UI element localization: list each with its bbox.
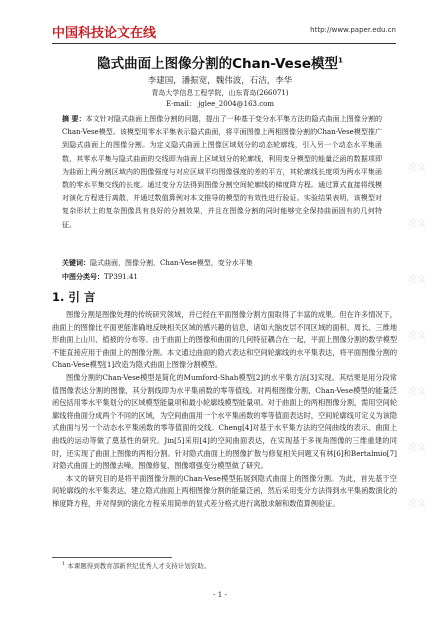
watermark-text: 论文 <box>407 163 426 173</box>
watermark-text: 论文 <box>407 443 426 453</box>
body-paragraph: 图像分割的Chan-Vese模型是简化的Mumford-Shah模型[2]的水平集方法[3]实现。其结果是用分段常值图像表达分割的图像，其分割线即为水平集函数的零等值线。对两相图像分割，Chan-Vese模型的能量泛函包括用零水平集划分的区域模型能量项和最小轮廓线模型能量项。对于曲面上的两相图像分割，需用空间轮廓线将曲面分成两个不同的区域，为空间曲面用一个水平集函数的零等值面表达时，空间轮廓线可定义为该隐式曲面与另一个动态水平集函数的零等值面的交线。Cheng[4]对基于水平集方法的空间曲线的表示、曲面上曲线的运动等做了奠基性的研究。Jin[5]采用[4]的空间曲面表达，在实现基于多视角图像的三维重建的同时，还实现了曲面上图像的两相分割。针对隐式曲面上的图像扩散与修复相关问题又有林[6]和Bertalmio[7]对隐式曲面上的图像去噪、图像修复、图像增强变分模型做了研究。 <box>52 372 398 471</box>
keywords-text: 隐式曲面，图像分割，Chan-Vese模型，变分水平集 <box>90 259 253 267</box>
watermark-text: 论文 <box>407 275 426 285</box>
classification <box>62 272 382 282</box>
body-paragraph: 本文的研究目的是将平面图像分割的Chan-Vese模型拓展到隐式曲面上的图像分割。为此，首先基于空间轮廓线的水平集表达，建立隐式曲面上两相图像分割的能量泛函，然后采用变分方法得到水平集函数演化的梯度降方程，并对得到的演化方程采用简单的显式差分格式进行离散求解和数值算例验证。 <box>52 473 398 508</box>
abstract <box>62 113 382 232</box>
keywords <box>62 258 382 268</box>
footnote: $^1$ 本课题得到教育部新世纪优秀人才支持计划资助。 <box>62 561 211 571</box>
classification-code: TP391.41 <box>104 273 138 281</box>
body-paragraph: 图像分割是图像处理的传统研究领域，并已经在平面图像分割方面取得了丰富的成果。但在许多情况下，曲面上的图像比平面更能准确地反映相关区域的感兴趣的信息，诸如大脑皮层不同区域的面积、周长、三维地形曲面上山川、植被的分布等。由于曲面上的图像和曲面的几何特征耦合在一起，平面上图像分割的数学模型不能直接应用于曲面上的图像分割。本文通过曲面的隐式表达和空间轮廓线的水平集表达，将平面图像分割的Chan-Vese模型[1]改造为隐式曲面上图像分割模型。 <box>52 310 398 370</box>
abstract-text: 本文针对隐式曲面上图像分割的问题，提出了一种基于变分水平集方法的隐式曲面上图像分割的Chan-Vese模型。该模型用零水平集表示隐式曲面，将平面图像上两相图像分割的Chan-Vese模型推广到隐式曲面上的图像分割。为定义隐式曲面上图像区域划分的动态轮廓线，引入另一个动态水平集函数，其零水平集与隐式曲面的交线即为曲面上区域划分的轮廓线，利用变分模型的能量泛函的数据项即为曲面上两分割区域内的图像强度与对应区域平均图像强度的差的平方，其轮廓线长度项为两水平集函数的零水平集交线的长度。通过变分方法得到图像分割空间轮廓线的梯度降方程。通过算式直接将线模对演化方程进行离散，并通过数值算例对本文推导的模型的有效性进行验证。实验结果表明，该模型对复杂形状上的复杂图像具有良好的分割效果，并且在图像分割的同时能够完全保持曲面固有的几何特征。 <box>62 115 383 229</box>
header-rule <box>52 43 396 44</box>
paper-title: 隐式曲面上图像分割的Chan-Vese模型$^1$ <box>97 56 343 72</box>
page-number: - 1 - <box>213 591 227 599</box>
paper-affiliation: 青岛大学信息工程学院，山东青岛(266071) <box>151 89 289 97</box>
site-url[interactable]: http://www.paper.edu.cn <box>310 26 396 34</box>
watermark-text: 论文 <box>407 499 426 509</box>
classification-label: 中图分类号： <box>62 273 104 281</box>
section-body <box>52 309 397 511</box>
watermark-text: 论文 <box>407 219 426 229</box>
watermark-text: 论文 <box>407 387 426 397</box>
watermark-column <box>404 160 430 552</box>
page-header <box>52 22 396 42</box>
footnote-rule <box>52 557 172 558</box>
author-email: E-mail： jglee_2004@163.com <box>166 100 274 108</box>
journal-logo <box>52 22 156 40</box>
section-heading: 1. 引 言 <box>52 290 96 304</box>
abstract-label: 摘 要： <box>62 115 86 123</box>
watermark-text: 论文 <box>407 331 426 341</box>
paper-authors: 李建国，潘振宽，魏伟波，石洁，李华 <box>147 76 293 86</box>
keywords-label: 关键词： <box>62 259 90 267</box>
logo-text: 中国科技论文在线 <box>52 25 157 41</box>
